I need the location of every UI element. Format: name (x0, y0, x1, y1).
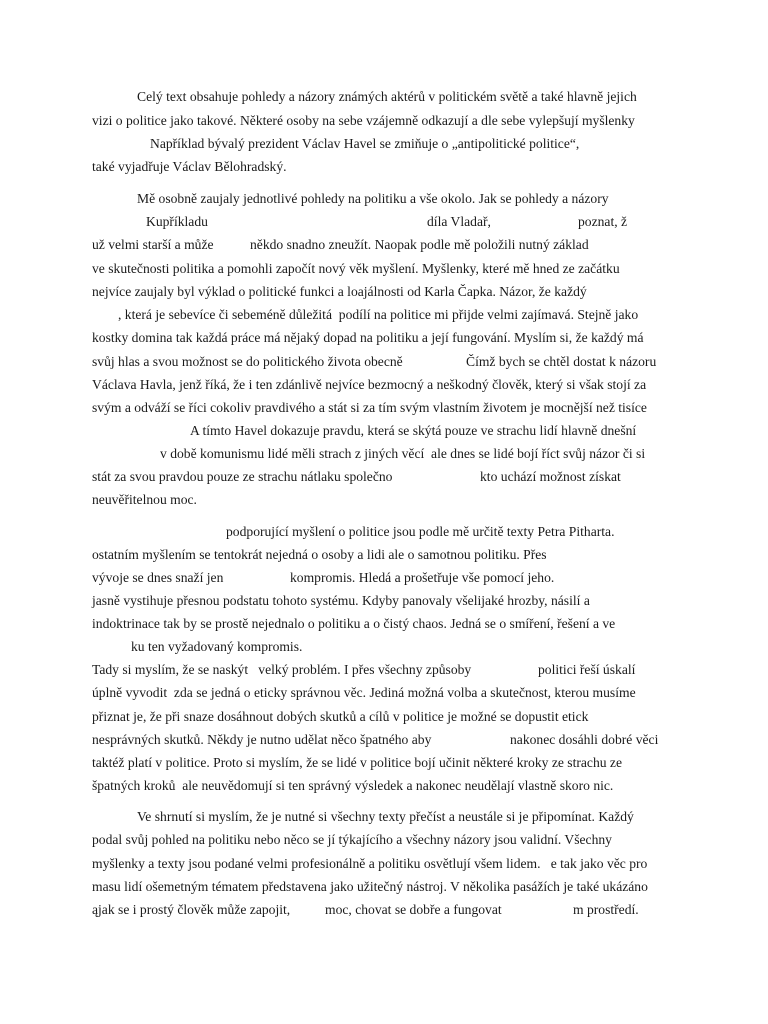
text-line: ąjak se i prostý člověk může zapojit, (92, 902, 291, 917)
text-line: svým a odváží se říci cokoliv pravdivého a stát si za tím svým vlastním životem je mocnější než tisíce (92, 400, 647, 415)
text-line: podporující myšlení o politice jsou podle mě určitě texty Petra Pitharta. (226, 524, 615, 539)
text-line: někdo snadno zneužít. Naopak podle mě položili nutný základ (250, 237, 589, 252)
text-line: Čímž bych se chtěl dostat k názoru (466, 354, 657, 369)
text-line: přiznat je, že při snaze dosáhnout dobých skutků a cílů v politice je možné se dopustit etick (92, 709, 589, 724)
text-line: m prostředí. (573, 902, 639, 917)
text-line: kompromis. Hledá a prošetřuje vše pomocí jeho. (290, 570, 555, 585)
text-line: ku ten vyžadovaný kompromis. (131, 639, 303, 654)
text-line: díla Vladař, (427, 214, 491, 229)
text-line: ve skutečnosti politika a pomohli započít nový věk myšlení. Myšlenky, které mě hned ze začátku (92, 261, 620, 276)
text-line: úplně vyvodit zda se jedná o eticky správnou věc. Jediná možná volba a skutečnost, kterou musíme (92, 685, 636, 700)
text-line: myšlenky a texty jsou podané velmi profesionálně a politiku osvětlují všem lidem. e tak jako věc pro (92, 856, 648, 871)
text-line: indoktrinace tak by se prostě nejednalo o politiku a o čistý chaos. Jedná se o smíření, řešení a ve (92, 616, 616, 631)
text-line: Mě osobně zaujaly jednotlivé pohledy na politiku a vše okolo. Jak se pohledy a názory (137, 191, 609, 206)
text-line: Tady si myslím, že se naskýt velký problém. I přes všechny způsoby (92, 662, 472, 677)
text-line: neuvěřitelnou moc. (92, 492, 197, 507)
text-line: , která je sebevíce či sebeméně důležitá podílí na politice mi přijde velmi zajímavá. Stejně jako (118, 307, 639, 322)
text-line: kto uchází možnost získat (480, 469, 621, 484)
text-line: vizi o politice jako takové. Některé osoby na sebe vzájemně odkazují a dle sebe vylepšují myšlenky (92, 113, 635, 128)
text-line: špatných kroků ale neuvědomují si ten správný výsledek a nakonec neudělají vlastně skoro nic. (92, 778, 614, 793)
text-line: Celý text obsahuje pohledy a názory známých aktérů v politickém světě a také hlavně jejich (137, 89, 637, 104)
text-line: stát za svou pravdou pouze ze strachu nátlaku společno (92, 469, 393, 484)
text-line: v době komunismu lidé měli strach z jiných věcí ale dnes se lidé bojí říct svůj názor či si (160, 446, 646, 461)
text-line: Václava Havla, jenž říká, že i ten zdánlivě nejvíce bezmocný a neškodný člověk, který si však stojí za (92, 377, 647, 392)
text-line: podal svůj pohled na politiku nebo něco se jí týkajícího a všechny názory jsou validní. Všechny (92, 832, 612, 847)
text-line: A tímto Havel dokazuje pravdu, která se skýtá pouze ve strachu lidí hlavně dnešní (190, 423, 637, 438)
text-line: svůj hlas a svou možnost se do politického života obecně (92, 354, 403, 369)
text-line: masu lidí ošemetným tématem představena jako užitečný nástroj. V několika pasážích je také ukázáno (92, 879, 648, 894)
text-line: nejvíce zaujaly byl výklad o politické funkci a loajálnosti od Karla Čapka. Názor, že každý (92, 284, 587, 299)
text-line: také vyjadřuje Václav Bělohradský. (92, 159, 287, 174)
text-line: poznat, ž (578, 214, 628, 229)
text-line: vývoje se dnes snaží jen (92, 570, 224, 585)
text-line: taktéž platí v politice. Proto si myslím, že se lidé v politice bojí učinit některé kroky ze strachu ze (92, 755, 623, 770)
text-line: kostky domina tak každá práce má nějaký dopad na politiku a její fungování. Myslím si, že každý má (92, 330, 644, 345)
text-line: nesprávných skutků. Někdy je nutno udělat něco špatného aby (92, 732, 432, 747)
text-line: moc, chovat se dobře a fungovat (325, 902, 502, 917)
text-line: Ve shrnutí si myslím, že je nutné si všechny texty přečíst a neustále si je připomínat. Každý (137, 809, 634, 824)
text-line: ostatním myšlením se tentokrát nejedná o osoby a lidi ale o samotnou politiku. Přes (92, 547, 547, 562)
text-line: jasně vystihuje přesnou podstatu tohoto systému. Kdyby panovaly všelijaké hrozby, násilí a (92, 593, 590, 608)
text-line: nakonec dosáhli dobré věci (510, 732, 659, 747)
text-line: už velmi starší a může (92, 237, 214, 252)
text-line: politici řeší úskalí (538, 662, 636, 677)
text-line: Kupříkladu (146, 214, 208, 229)
text-line: Například bývalý prezident Václav Havel se zmiňuje o „antipolitické politice“, (150, 136, 580, 151)
